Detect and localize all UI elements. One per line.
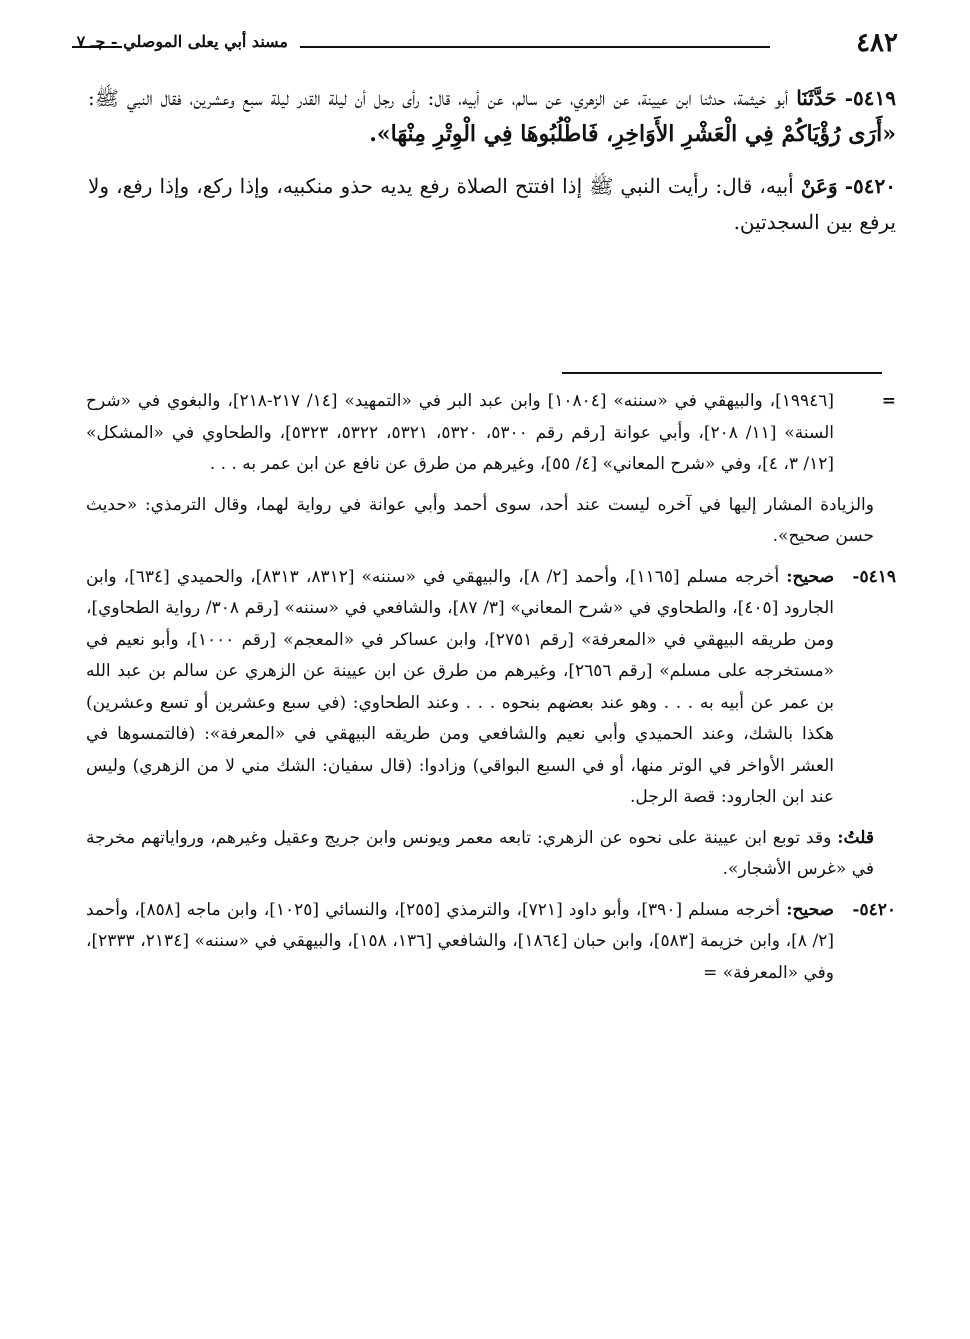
footnote-text: أخرجه مسلم [١١٦٥]، وأحمد [٢/ ٨]، والبيهقي في «سننه» [٨٣١٢، ٨٣١٣]، والحميدي [٦٣٤]، وابن الجارود [٤٠٥]، والطحاوي في «شرح المعاني» [٣/ ٨٧]، والشافعي في «سننه» [رقم ٣٠٨/ رواية الطحاوي]، ومن طريقه البيهقي في «المعرفة» [رقم ٢٧٥١]، وابن عساكر في «المعجم» [رقم ١٠٠٠]، وأبو نعيم في «مستخرجه على مسلم» [رقم ٢٦٥٦]، وغيرهم من طرق عن ابن عيينة عن الزهري عن سالم بن عبد الله بن عمر عن أبيه به . . . وهو عند بعضهم بنحوه . . . وعند الطحاوي: (في سبع وعشرين أو تسع وعشرين) هكذا بالشك، وعند الحميدي وأبي نعيم والشافعي ومن طريقه البيهقي في «المعرفة»: (فالتمسوها في العشر الأواخر في الوتر منها، أو في السبع البواقي) وزادوا: (قال سفيان: الشك مني لا من الزهري) وليس عند ابن الجارود: قصة الرجل. [86,566,834,807]
footnote-extra-remark [86,490,896,553]
footnote-continuation [86,386,896,481]
hadith-text: أبيه، قال: رأيت النبي ﷺ إذا افتتح الصلاة رفع يديه حذو منكبيه، وإذا ركع، وإذا رفع، ولا يرفع بين السجدتين. [88,174,896,234]
running-title: مسند أبي يعلى الموصلي - جـ ٧ [76,32,288,51]
prophetic-quote: «أَرَى رُؤْيَاكُمْ فِي الْعَشْرِ الأَوَاخِرِ، فَاطْلُبُوهَا فِي الْوِتْرِ مِنْهَا». [369,121,896,147]
hadith-intro: حَدَّثَنَا [796,86,837,110]
footnote-5419 [86,562,896,814]
main-text [88,80,896,256]
hadith-number: ٥٤١٩- [844,86,897,110]
footnote-separator [562,372,882,374]
hadith-text: أبو خيثمة، حدثنا ابن عيينة، عن الزهري، عن سالم، عن أبيه، قال: رأى رجل أن ليلة القدر ليلة سبع وعشرين، فقال النبي ﷺ: [88,86,789,110]
hadith-5420 [88,168,896,240]
header-rule-right [300,46,770,48]
header-rule-left [72,46,122,48]
hadith-grade: صحيح: [786,566,835,587]
footnotes [86,386,896,998]
qult-label: قلتُ: [837,827,875,848]
hadith-5419 [88,80,896,152]
hadith-number: ٥٤٢٠- [844,174,896,198]
page-number: ٤٨٢ [856,28,898,58]
footnote-text: أخرجه مسلم [٣٩٠]، وأبو داود [٧٢١]، والترمذي [٢٥٥]، والنسائي [١٠٢٥]، وابن ماجه [٨٥٨]، وأحمد [٢/ ٨]، وابن خزيمة [٥٨٣]، وابن حبان [١٨٦٤]، والشافعي [١٣٦، ١٥٨]، والبيهقي في «سننه» [٢١٣٤، ٢٣٣٣]، وفي «المعرفة» = [86,899,835,983]
footnote-text: والزيادة المشار إليها في آخره ليست عند أحد، سوى أحمد وأبي عوانة في رواية لهما، وقال الترمذي: «حديث حسن صحيح». [86,494,874,546]
hadith-intro: وَعَنْ [800,174,838,198]
continuation-marker: = [881,391,896,411]
hadith-grade: صحيح: [786,899,834,920]
footnote-number: ٥٤١٩- [852,566,896,587]
running-header [72,28,898,68]
footnote-qult [86,823,896,886]
footnote-text: [١٩٩٤٦]، والبيهقي في «سننه» [١٠٨٠٤] وابن عبد البر في «التمهيد» [١٤/ ٢١٧-٢١٨]، والبغوي في «شرح السنة» [١١/ ٢٠٨]، وأبي عوانة [رقم رقم ٥٣٠٠، ٥٣٢٠، ٥٣٢١، ٥٣٢٢، ٥٣٢٣]، والطحاوي في «المشكل» [١٢/ ٣، ٤]، وفي «شرح المعاني» [٤/ ٥٥]، وغيرهم من طرق عن نافع عن ابن عمر به . . . [86,391,835,474]
footnote-5420 [86,895,896,990]
footnote-text: وقد توبع ابن عيينة على نحوه عن الزهري: تابعه معمر ويونس وابن جريج وعقيل وغيرهم، ورواياتهم مخرجة في «غرس الأشجار». [86,827,874,879]
footnote-number: ٥٤٢٠- [852,899,896,920]
